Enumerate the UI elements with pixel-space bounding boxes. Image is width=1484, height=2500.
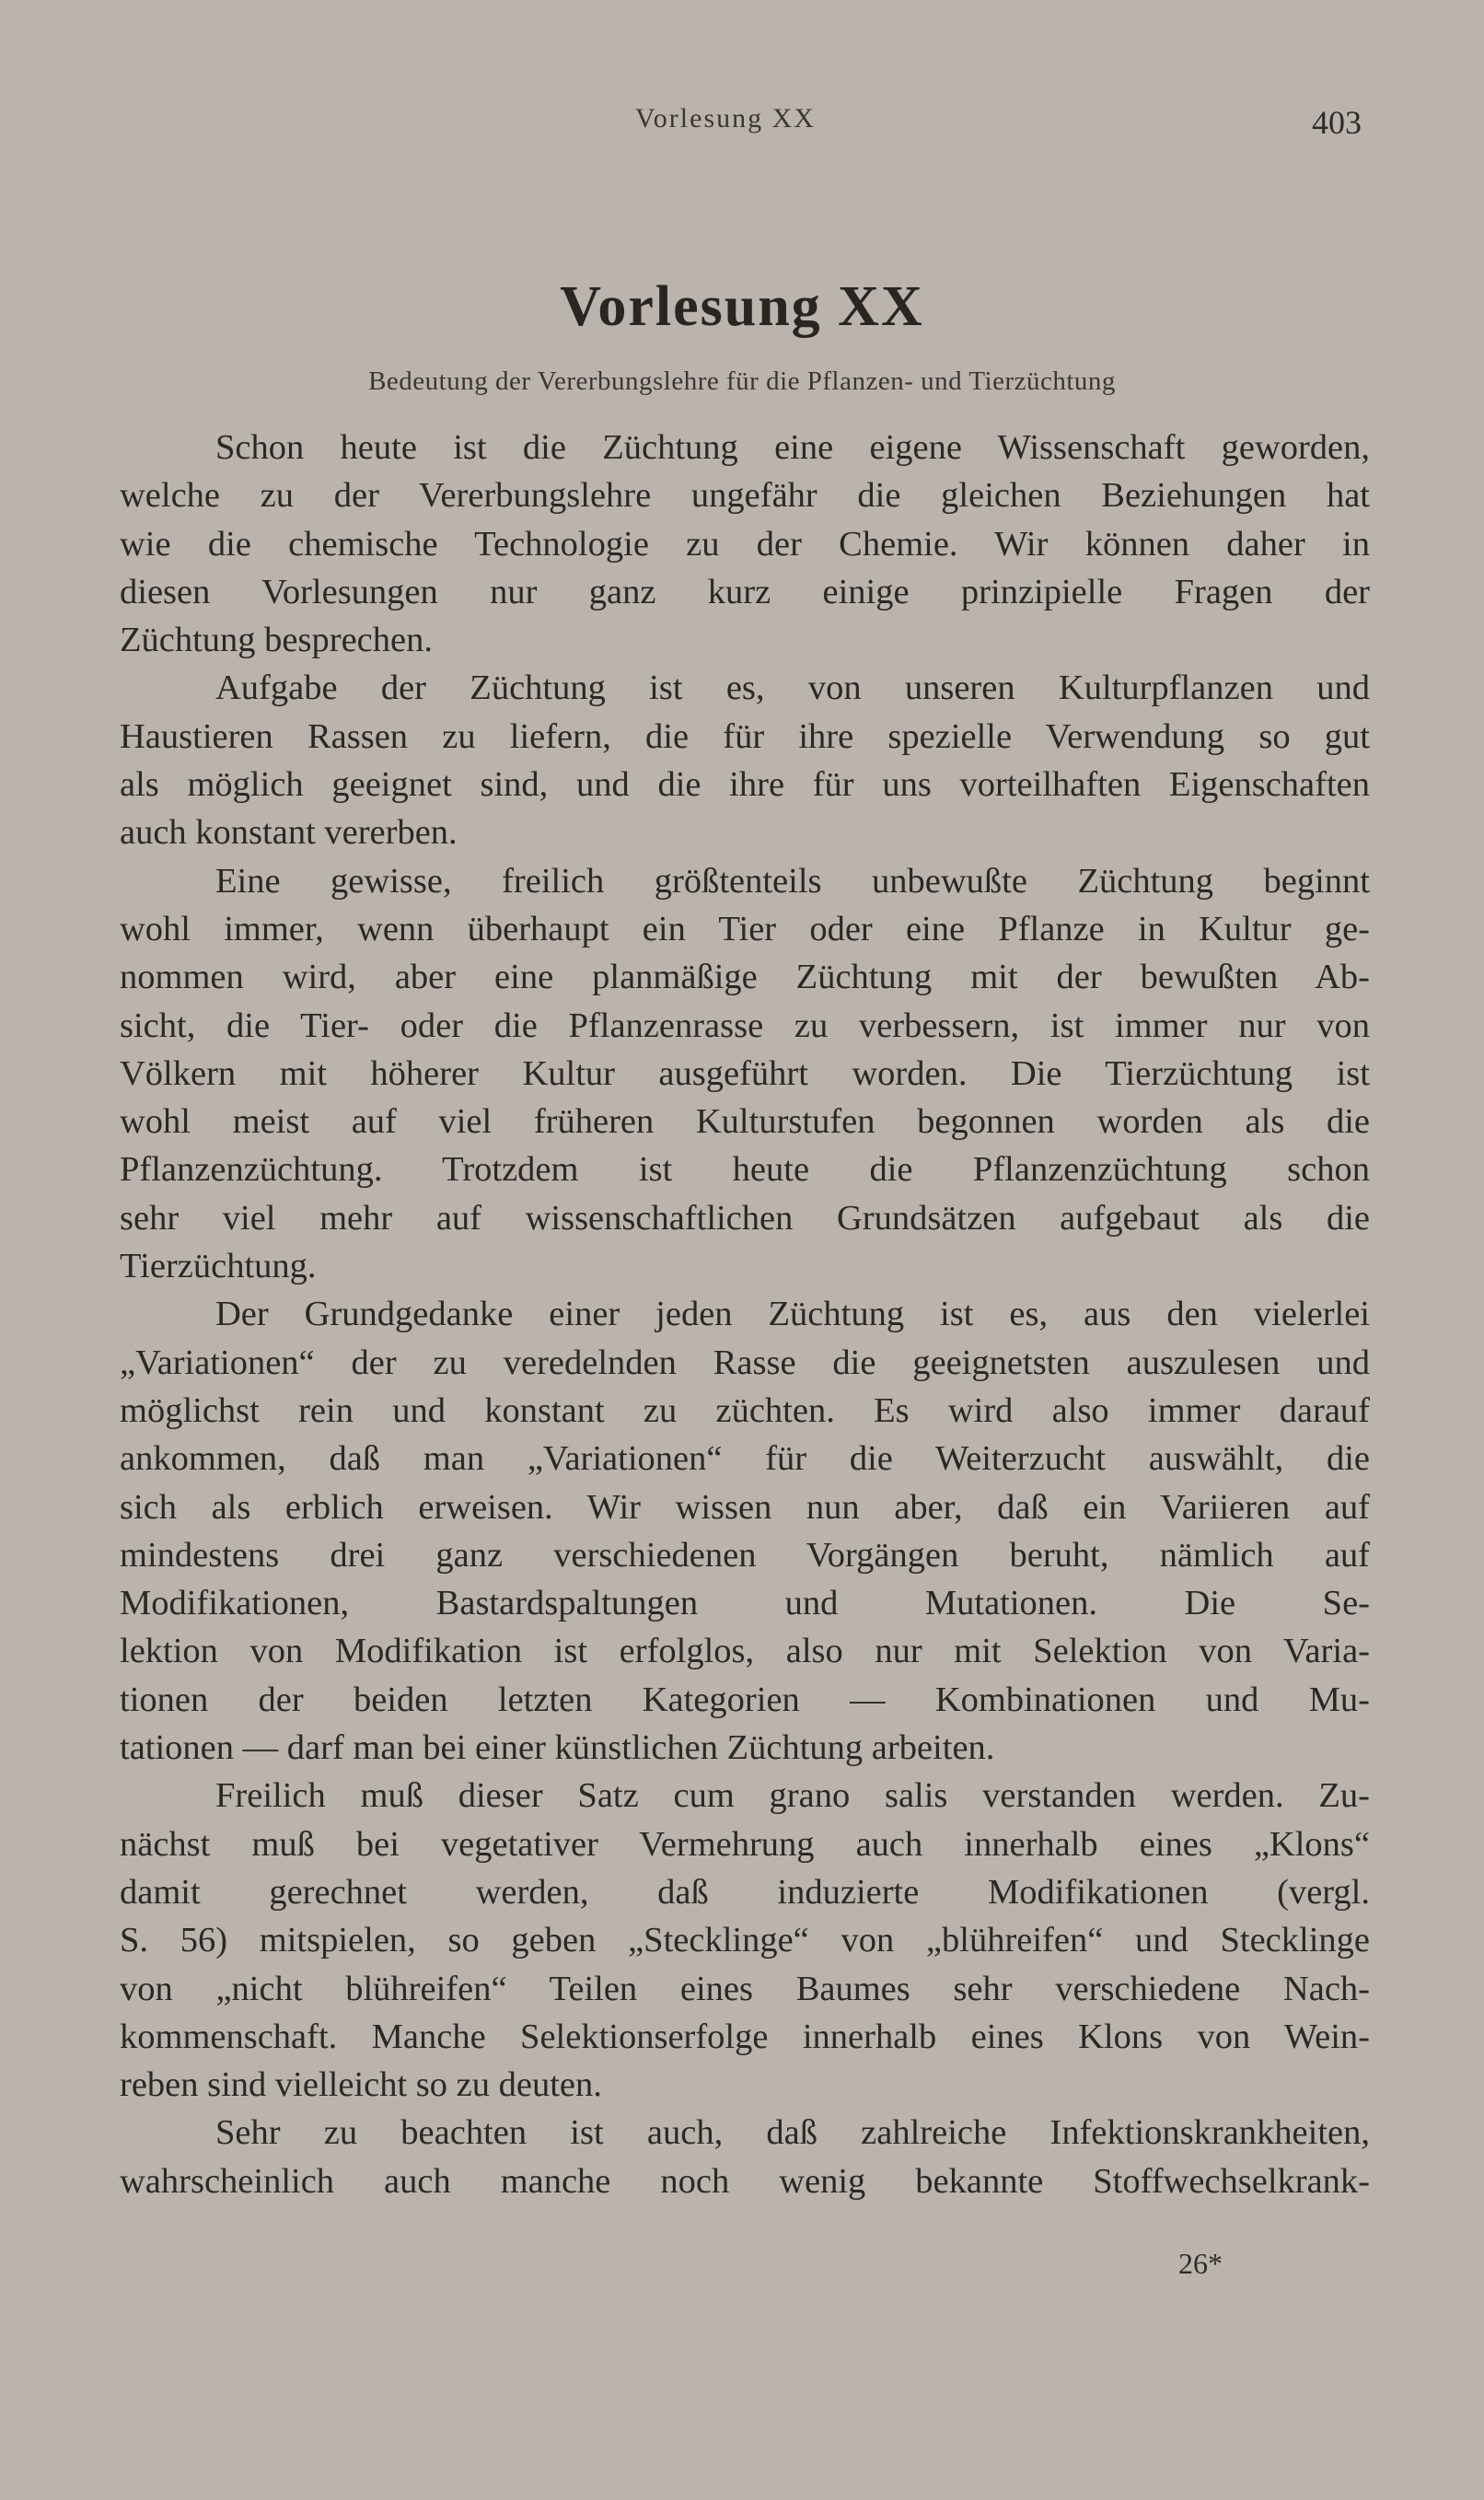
text-line: als möglich geeignet sind, und die ihre für uns vorteilhaften Eigenschaften [120,765,1370,805]
text-line: Haustieren Rassen zu liefern, die für ihre spezielle Verwendung so gut [120,716,1370,756]
text-line: Völkern mit höherer Kultur ausgeführt worden. Die Tierzüchtung ist [120,1053,1370,1093]
text-line: ankommen, daß man „Variationen“ für die Weiterzucht auswählt, die [120,1439,1370,1479]
text-line: mindestens drei ganz verschiedenen Vorgängen beruht, nämlich auf [120,1535,1370,1575]
text-line: kommenschaft. Manche Selektionserfolge innerhalb eines Klons von Wein- [120,2017,1370,2056]
text-line: reben sind vielleicht so zu deuten. [120,2065,602,2105]
text-line: wahrscheinlich auch manche noch wenig bekannte Stoffwechselkrank- [120,2161,1370,2201]
text-line: möglichst rein und konstant zu züchten. Es wird also immer darauf [120,1390,1370,1430]
text-line: Züchtung besprechen. [120,621,433,660]
text-line: Pflanzenzüchtung. Trotzdem ist heute die Pflanzenzüchtung schon [120,1150,1370,1190]
text-line: sich als erblich erweisen. Wir wissen nun aber, daß ein Variieren auf [120,1487,1370,1527]
text-line: tationen — darf man bei einer künstlichen Züchtung arbeiten. [120,1728,995,1768]
text-line: Der Grundgedanke einer jeden Züchtung ist es, aus den vielerlei [215,1295,1370,1334]
body-text [120,424,1370,2205]
text-line: „Variationen“ der zu veredelnden Rasse die geeignetsten auszulesen und [120,1343,1370,1382]
text-line: Schon heute ist die Züchtung eine eigene Wissenschaft geworden, [215,428,1370,467]
text-line: welche zu der Vererbungslehre ungefähr die gleichen Beziehungen hat [120,476,1370,516]
text-line: Sehr zu beachten ist auch, daß zahlreiche Infektionskrankheiten, [215,2113,1370,2153]
text-line: Tierzüchtung. [120,1247,317,1286]
text-line: wohl meist auf viel früheren Kulturstufen begonnen worden als die [120,1102,1370,1142]
text-line: Eine gewisse, freilich größtenteils unbewußte Züchtung beginnt [215,861,1370,901]
text-line: wohl immer, wenn überhaupt ein Tier oder eine Pflanze in Kultur ge- [120,909,1370,948]
text-line: Freilich muß dieser Satz cum grano salis verstanden werden. Zu- [215,1776,1370,1816]
text-line: Modifikationen, Bastardspaltungen und Mutationen. Die Se- [120,1584,1370,1623]
text-line: auch konstant vererben. [120,813,458,853]
signature-mark: 26* [1178,2247,1223,2280]
running-title: Vorlesung XX [635,103,816,134]
text-line: nächst muß bei vegetativer Vermehrung auch innerhalb eines „Klons“ [120,1824,1370,1864]
page-number: 403 [1312,104,1362,141]
text-line: damit gerechnet werden, daß induzierte Modifikationen (vergl. [120,1872,1370,1912]
text-line: sehr viel mehr auf wissenschaftlichen Grundsätzen aufgebaut als die [120,1198,1370,1238]
chapter-title: Vorlesung XX [560,275,924,338]
running-head [0,103,1484,149]
chapter-subtitle: Bedeutung der Vererbungslehre für die Pflanzen- und Tierzüchtung [368,366,1116,396]
text-line: wie die chemische Technologie zu der Chemie. Wir können daher in [120,524,1370,564]
text-line: diesen Vorlesungen nur ganz kurz einige prinzipielle Fragen der [120,572,1370,611]
text-line: tionen der beiden letzten Kategorien — Kombinationen und Mu- [120,1680,1370,1719]
text-line: Aufgabe der Züchtung ist es, von unseren Kulturpflanzen und [215,669,1370,708]
text-line: nommen wird, aber eine planmäßige Züchtung mit der bewußten Ab- [120,958,1370,997]
text-line: S. 56) mitspielen, so geben „Stecklinge“ von „blühreifen“ und Stecklinge [120,1921,1370,1960]
text-line: lektion von Modifikation ist erfolglos, also nur mit Selektion von Varia- [120,1632,1370,1671]
text-line: von „nicht blühreifen“ Teilen eines Baumes sehr verschiedene Nach- [120,1969,1370,2008]
text-line: sicht, die Tier- oder die Pflanzenrasse zu verbessern, ist immer nur von [120,1006,1370,1045]
